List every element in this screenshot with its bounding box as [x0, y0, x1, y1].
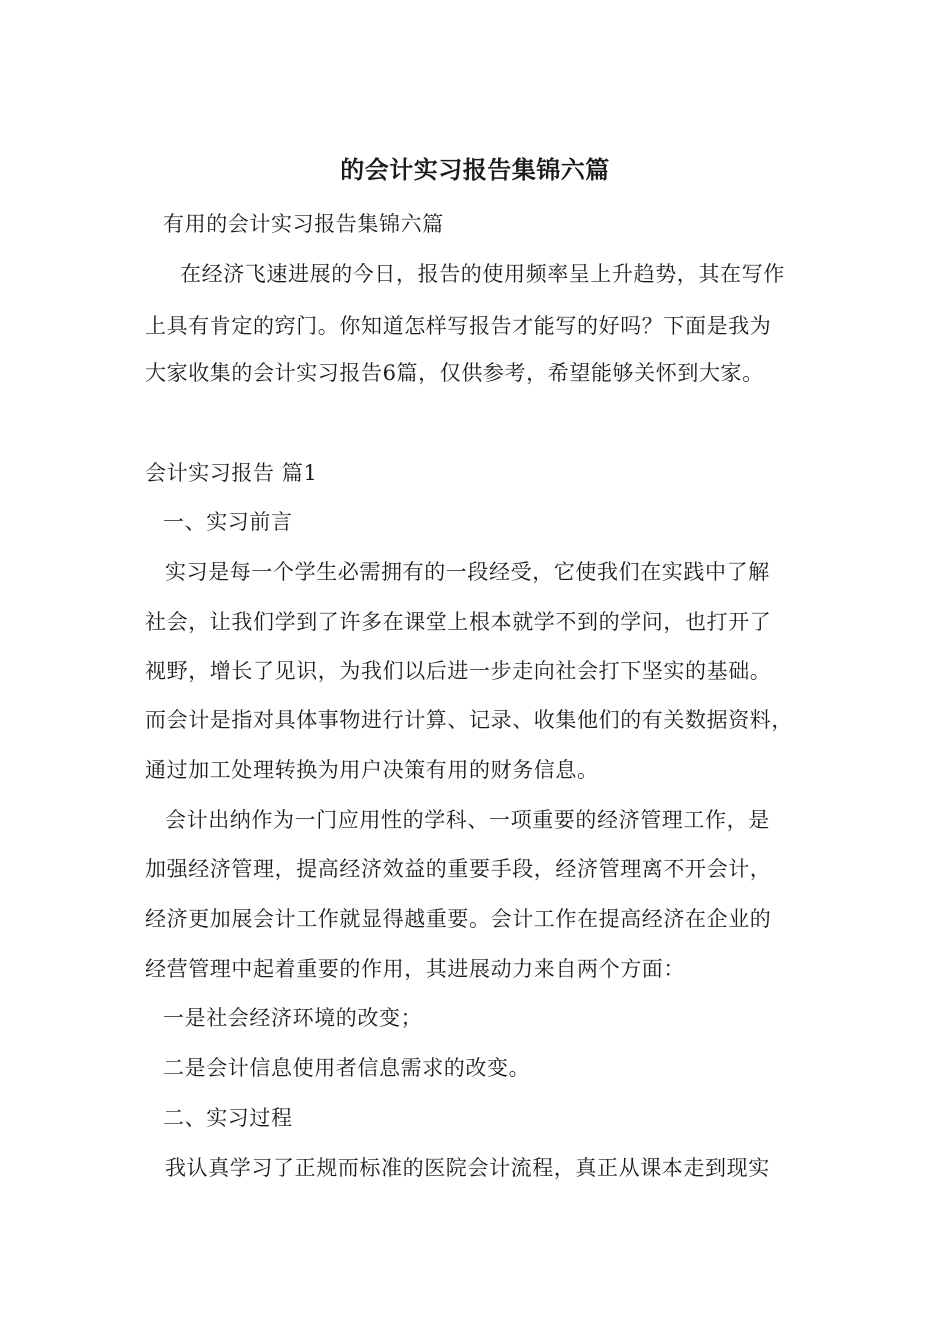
paragraph-2-line-2: 加强经济管理，提高经济效益的重要手段，经济管理离不开会计， [145, 857, 772, 881]
paragraph-1-line-3: 视野，增长了见识，为我们以后进一步走向社会打下坚实的基础。 [145, 659, 772, 683]
paragraph-2-line-4: 经营管理中起着重要的作用，其进展动力来自两个方面： [145, 957, 685, 981]
subtitle-line: 有用的会计实习报告集锦六篇 [163, 212, 444, 236]
paragraph-2-line-3: 经济更加展会计工作就显得越重要。会计工作在提高经济在企业的 [145, 907, 772, 931]
paragraph-2-line-1: 会计出纳作为一门应用性的学科、一项重要的经济管理工作，是 [165, 808, 770, 832]
document-title: 的会计实习报告集锦六篇 [340, 155, 610, 184]
intro-line-2: 上具有肯定的窍门。你知道怎样写报告才能写的好吗？下面是我为 [145, 314, 772, 338]
paragraph-1-line-1: 实习是每一个学生必需拥有的一段经受，它使我们在实践中了解 [165, 560, 770, 584]
subheading-process: 二、实习过程 [163, 1106, 293, 1130]
paragraph-1-line-5: 通过加工处理转换为用户决策有用的财务信息。 [145, 758, 599, 782]
list-item-1: 一是社会经济环境的改变； [163, 1006, 423, 1030]
list-item-2: 二是会计信息使用者信息需求的改变。 [163, 1056, 531, 1080]
paragraph-1-line-2: 社会，让我们学到了许多在课堂上根本就学不到的学问，也打开了 [145, 610, 772, 634]
subheading-preface: 一、实习前言 [163, 510, 293, 534]
section-heading-article-1: 会计实习报告 篇1 [145, 461, 318, 485]
intro-line-3: 大家收集的会计实习报告6篇，仅供参考，希望能够关怀到大家。 [145, 361, 764, 385]
paragraph-3-line-1: 我认真学习了正规而标准的医院会计流程，真正从课本走到现实 [165, 1156, 770, 1180]
intro-line-1: 在经济飞速进展的今日，报告的使用频率呈上升趋势，其在写作 [180, 262, 785, 286]
paragraph-1-line-4: 而会计是指对具体事物进行计算、记录、收集他们的有关数据资料， [145, 708, 793, 732]
